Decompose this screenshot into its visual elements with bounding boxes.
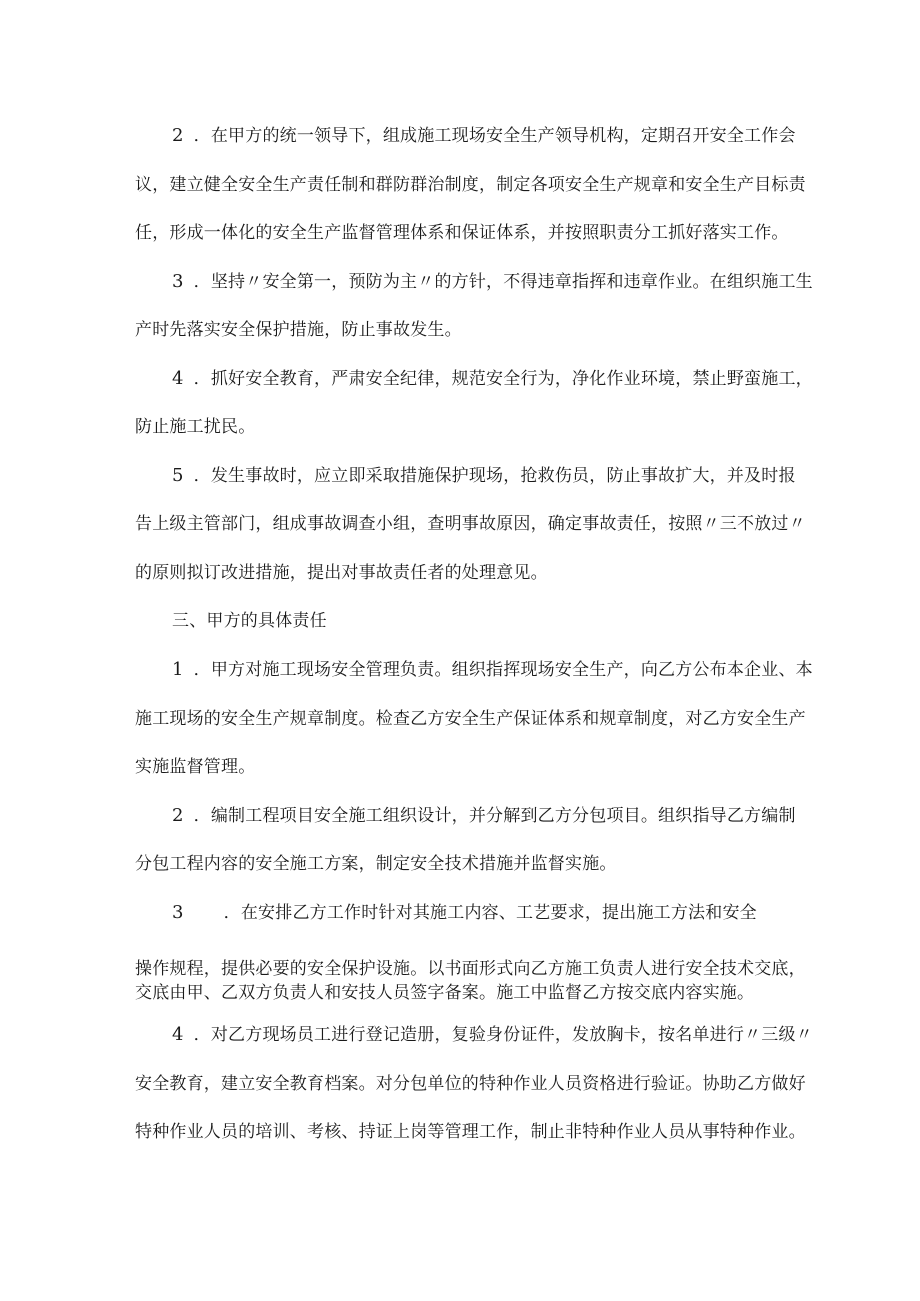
paragraph-5-line-2: 告上级主管部门，组成事故调查小组，查明事故原因，确定事故责任，按照〃三不放过〃	[135, 514, 806, 534]
section-item-4-line-1: 4 ．对乙方现场员工进行登记造册，复验身份证件，发放胸卡，按名单进行〃三级〃	[172, 1024, 813, 1045]
section-item-3-line-1: 3 ．在安排乙方工作时针对其施工内容、工艺要求，提出施工方法和安全	[172, 902, 757, 923]
section-item-3-line-3: 交底由甲、乙双方负责人和安技人员签字备案。施工中监督乙方按交底内容实施。	[135, 983, 755, 1003]
paragraph-5-number: 5	[172, 465, 184, 486]
section-item-1-line-3: 实施监督管理。	[135, 757, 256, 777]
section-item-4-number: 4	[172, 1024, 184, 1045]
section-item-1-line-2: 施工现场的安全生产规章制度。检查乙方安全生产保证体系和规章制度，对乙方安全生产	[135, 709, 806, 729]
section-item-3-line-2: 操作规程，提供必要的安全保护设施。以书面形式向乙方施工负责人进行安全技术交底，	[135, 959, 806, 979]
paragraph-5-line-1: 5 ．发生事故时，应立即采取措施保护现场，抢救伤员，防止事故扩大，并及时报	[172, 465, 796, 486]
paragraph-3-line-1: 3 ．坚持〃安全第一，预防为主〃的方针，不得违章指挥和违章作业。在组织施工生	[172, 271, 813, 292]
paragraph-2-number: 2	[172, 125, 184, 146]
section-item-2-line-1: 2 ．编制工程项目安全施工组织设计，并分解到乙方分包项目。组织指导乙方编制	[172, 805, 796, 826]
paragraph-4-number: 4	[172, 368, 184, 389]
section-item-3-number: 3	[172, 902, 184, 923]
section-item-1-number: 1	[172, 659, 184, 680]
paragraph-3-line-2: 产时先落实安全保护措施，防止事故发生。	[135, 320, 462, 340]
section-item-4-line-2: 安全教育，建立安全教育档案。对分包单位的特种作业人员资格进行验证。协助乙方做好	[135, 1074, 806, 1094]
paragraph-5-line-3: 的原则拟订改进措施，提出对事故责任者的处理意见。	[135, 563, 548, 583]
paragraph-3-number: 3	[172, 271, 184, 292]
section-heading: 三、甲方的具体责任	[172, 611, 327, 631]
paragraph-2-line-3: 任，形成一体化的安全生产监督管理体系和保证体系，并按照职责分工抓好落实工作。	[135, 223, 789, 243]
paragraph-2-line-2: 议，建立健全安全生产责任制和群防群治制度，制定各项安全生产规章和安全生产目标责	[135, 175, 806, 195]
paragraph-4-line-1: 4 ．抓好安全教育，严肃安全纪律，规范安全行为，净化作业环境，禁止野蛮施工，	[172, 368, 813, 389]
section-item-2-number: 2	[172, 805, 184, 826]
paragraph-4-line-2: 防止施工扰民。	[135, 417, 256, 437]
section-item-2-line-2: 分包工程内容的安全施工方案，制定安全技术措施并监督实施。	[135, 854, 617, 874]
paragraph-2-line-1: 2 ．在甲方的统一领导下，组成施工现场安全生产领导机构，定期召开安全工作会	[172, 125, 796, 146]
section-item-4-line-3: 特种作业人员的培训、考核、持证上岗等管理工作，制止非特种作业人员从事特种作业。	[135, 1122, 806, 1142]
section-item-1-line-1: 1 ．甲方对施工现场安全管理负责。组织指挥现场安全生产，向乙方公布本企业、本	[172, 659, 813, 680]
